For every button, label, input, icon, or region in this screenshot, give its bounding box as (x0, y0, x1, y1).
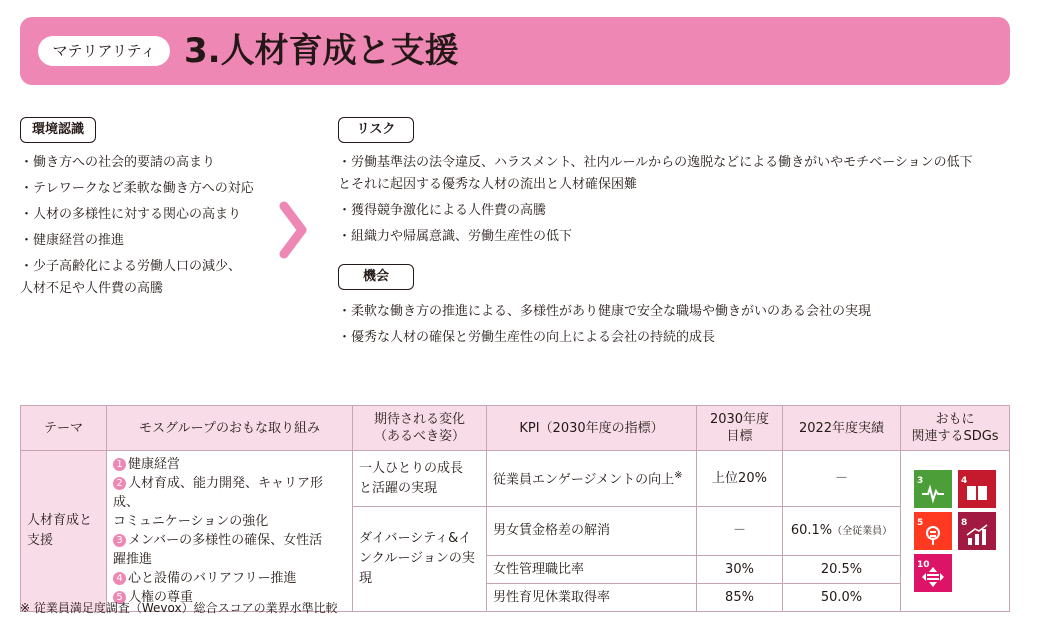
actual-cell: 60.1%（全従業員） (783, 507, 901, 556)
opportunity-list (338, 301, 1018, 353)
sdg-10-icon: 10 (914, 554, 952, 592)
target-cell: － (697, 507, 783, 556)
environment-item: ・少子高齢化による労働人口の減少、 人材不足や人件費の高騰 (20, 259, 242, 296)
risk-label: リスク (338, 117, 414, 143)
page-title: 3.人材育成と支援 (184, 31, 459, 71)
initiative-item: 1 健康経営 (113, 455, 346, 474)
initiative-item: 3 メンバーの多様性の確保、女性活 躍推進 (113, 533, 323, 567)
kpi-cell: 男女賃金格差の解消 (487, 507, 697, 556)
table-row (21, 451, 1010, 507)
sdg-4-icon: 4 (958, 470, 996, 508)
opportunity-label: 機会 (338, 264, 414, 290)
initiative-item: 5 人権の尊重 (113, 588, 346, 607)
kpi-cell: 女性管理職比率 (487, 556, 697, 584)
environment-item: ・働き方への社会的要請の高まり (20, 155, 216, 170)
opportunity-item: ・柔軟な働き方の推進による、多様性があり健康で安全な職場や働きがいのある会社の実現 (338, 304, 872, 319)
environment-item: ・テレワークなど柔軟な働き方への対応 (20, 181, 254, 196)
footnote: ※ 従業員満足度調査（Wevox）総合スコアの業界水準比較 (20, 601, 338, 615)
actual-cell: 50.0% (783, 584, 901, 612)
target-cell: 85% (697, 584, 783, 612)
materiality-pill: マテリアリティ (38, 36, 170, 66)
header-initiatives: モスグループのおもな取り組み (107, 406, 353, 451)
initiative-item: 2 人材育成、能力開発、キャリア形成、 コミュニケーションの強化 (113, 476, 324, 529)
header-actual: 2022年度実績 (783, 406, 901, 451)
environment-item: ・健康経営の推進 (20, 233, 125, 248)
target-cell: 上位20% (697, 451, 783, 507)
header-kpi: KPI（2030年度の指標） (487, 406, 697, 451)
actual-cell: － (783, 451, 901, 507)
table-header-row (21, 406, 1010, 451)
kpi-cell: 男性育児休業取得率 (487, 584, 697, 612)
environment-label: 環境認識 (20, 117, 96, 143)
kpi-table (20, 405, 1010, 612)
risk-item: ・組織力や帰属意識、労働生産性の低下 (338, 229, 573, 244)
actual-cell: 20.5% (783, 556, 901, 584)
header-target: 2030年度 目標 (697, 406, 783, 451)
initiative-item: 4 心と設備のバリアフリー推進 (113, 569, 346, 588)
risk-item: ・労働基準法の法令違反、ハラスメント、社内ルールからの逸脱などによる働きがいやモチベーションの低下 とそれに起因する優秀な人材の流出と人材確保困難 (338, 155, 973, 192)
sdg-8-icon: 8 (958, 512, 996, 550)
change-cell: ダイバーシティ&イ ンクルージョンの実 現 (353, 507, 487, 612)
risk-list (338, 152, 1018, 252)
target-cell: 30% (697, 556, 783, 584)
sdg-3-icon: 3 (914, 470, 952, 508)
sdgs-cell (901, 451, 1010, 612)
kpi-cell: 従業員エンゲージメントの向上※ (487, 451, 697, 507)
environment-list (20, 152, 280, 304)
header-change: 期待される変化 （あるべき姿） (353, 406, 487, 451)
environment-item: ・人材の多様性に対する関心の高まり (20, 207, 242, 222)
opportunity-item: ・優秀な人材の確保と労働生産性の向上による会社の持続的成長 (338, 330, 716, 345)
sdg-5-icon: 5 (914, 512, 952, 550)
risk-item: ・獲得競争激化による人件費の高騰 (338, 203, 547, 218)
initiatives-cell (107, 451, 353, 612)
theme-cell: 人材育成と 支援 (21, 451, 107, 612)
header-theme: テーマ (21, 406, 107, 451)
chevron-right-icon (278, 200, 308, 260)
header-sdgs: おもに 関連するSDGs (901, 406, 1010, 451)
change-cell: 一人ひとりの成長 と活躍の実現 (353, 451, 487, 507)
